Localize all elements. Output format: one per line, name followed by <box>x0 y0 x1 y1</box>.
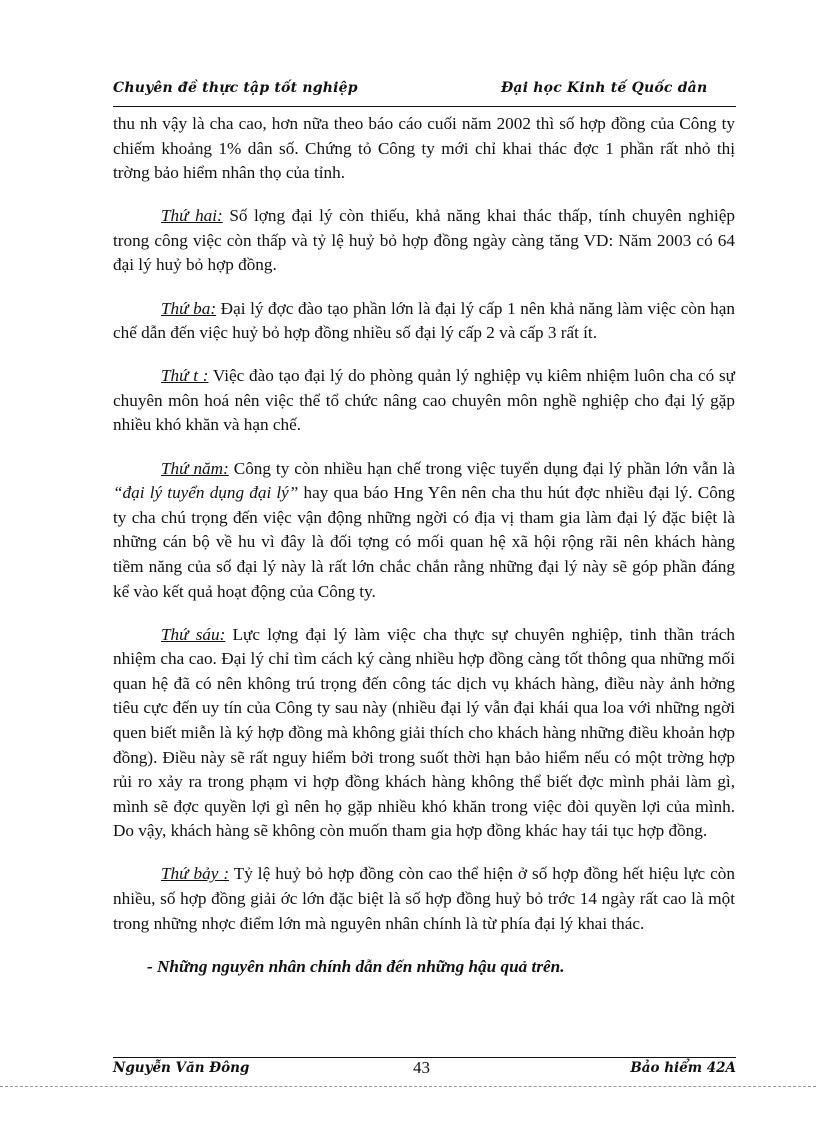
paragraph-third <box>113 297 735 346</box>
paragraph-fourth <box>113 364 735 438</box>
closing-heading: - Những nguyên nhân chính dẫn đến những hậu quả trên. <box>147 956 565 976</box>
document-body <box>113 112 735 998</box>
header-university: Đại học Kinh tế Quốc dân <box>501 80 708 96</box>
paragraph-text: Tỷ lệ huỷ bỏ hợp đồng còn cao thể hiện ở số hợp đồng hết hiệu lực còn nhiều, số hợp đồng giải ớc lớn đặc biệt là số hợp đồng huỷ bỏ trớc 14 ngày rất cao là một trong những nhợc điểm lớn mà nguyên nhân chính là từ phía đại lý khai thác. <box>113 864 735 933</box>
paragraph-text: Công ty còn nhiều hạn chế trong việc tuyển dụng đại lý phần lớn vẫn là <box>228 458 735 478</box>
paragraph-label: Thứ bảy : <box>161 864 230 884</box>
page-header <box>113 78 736 106</box>
paragraph-text: hay qua báo Hng Yên nên cha thu hút đợc nhiều đại lý. Công ty cha chú trọng đến việc vận động những ngời có địa vị tham gia làm đại lý đặc biệt là những cán bộ về hu vì đây là đối tợng có mối quan hệ xã hội rộng rãi nên khách hàng tiềm năng của số đại lý này là rất lớn chắc chắn rằng những đại lý này sẽ góp phần đáng kể vào kết quả hoạt động của Công ty. <box>113 483 735 601</box>
page-number: 43 <box>413 1058 430 1077</box>
header-rule <box>113 106 736 107</box>
paragraph-text: Đại lý đợc đào tạo phần lớn là đại lý cấp 1 nên khả năng làm việc còn hạn chế dẫn đến việc huỷ bỏ hợp đồng nhiều số đại lý cấp 2 và cấp 3 rất ít. <box>113 298 735 343</box>
paragraph-quote: “đại lý tuyển dụng đại lý” <box>113 483 299 503</box>
header-thesis-title: Chuyên đề thực tập tốt nghiệp <box>113 80 358 96</box>
paragraph-text: thu nh vậy là cha cao, hơn nữa theo báo cáo cuối năm 2002 thì số hợp đồng của Công ty chiếm khoảng 1% dân số. Chứng tỏ Công ty mới chỉ khai thác đợc 1 phần rất nhỏ thị trờng bảo hiểm nhân thọ của tỉnh. <box>113 114 735 183</box>
paragraph-second <box>113 204 735 278</box>
paragraph-label: Thứ hai: <box>161 206 223 226</box>
paragraph-label: Thứ t : <box>161 366 209 386</box>
footer-class: Bảo hiểm 42A <box>630 1060 736 1076</box>
page-footer <box>113 1060 736 1084</box>
paragraph-text: Lực lợng đại lý làm việc cha thực sự chuyên nghiệp, tinh thần trách nhiệm cha cao. Đại lý chỉ tìm cách ký càng nhiều hợp đồng càng tốt thông qua những mối quan hệ đã có nên không trú trọng đến công tác dịch vụ khách hàng, điều này ảnh hởng tiêu cực đến uy tín của Công ty sau này (nhiều đại lý vẫn đại khái qua loa với những ngời quen biết miễn là ký hợp đồng mà không giải thích cho khách hàng những điều khoản hợp đồng). Điều này sẽ rất nguy hiểm bởi trong suốt thời hạn bảo hiểm nếu có một trờng hợp rủi ro xảy ra trong phạm vi hợp đồng khách hàng không thể biết đợc mình phải làm gì, mình sẽ đợc quyền lợi gì nên họ gặp nhiều khó khăn trong việc đòi quyền lợi của mình. Do vậy, khách hàng sẽ không còn muốn tham gia hợp đồng khác hay tái tục hợp đồng. <box>113 624 735 841</box>
paragraph-sixth <box>113 623 735 844</box>
paragraph-text: Việc đào tạo đại lý do phòng quản lý nghiệp vụ kiêm nhiệm luôn cha có sự chuyên môn hoá nên việc thể tổ chức nâng cao chuyên môn nghề nghiệp cho đại lý gặp nhiều khó khăn và hạn chế. <box>113 366 735 435</box>
footer-author: Nguyễn Văn Đông <box>113 1060 250 1076</box>
paragraph-intro <box>113 112 735 186</box>
page-break-line <box>0 1086 816 1087</box>
paragraph-text: Số lợng đại lý còn thiếu, khả năng khai thác thấp, tính chuyên nghiệp trong công việc còn thấp và tỷ lệ huỷ bỏ hợp đồng ngày càng tăng VD: Năm 2003 có 64 đại lý huỷ bỏ hợp đồng. <box>113 206 735 275</box>
paragraph-label: Thứ ba: <box>161 298 217 318</box>
paragraph-seventh <box>113 862 735 936</box>
paragraph-label: Thứ sáu: <box>161 624 226 644</box>
paragraph-fifth <box>113 457 735 605</box>
paragraph-label: Thứ năm: <box>161 458 229 478</box>
